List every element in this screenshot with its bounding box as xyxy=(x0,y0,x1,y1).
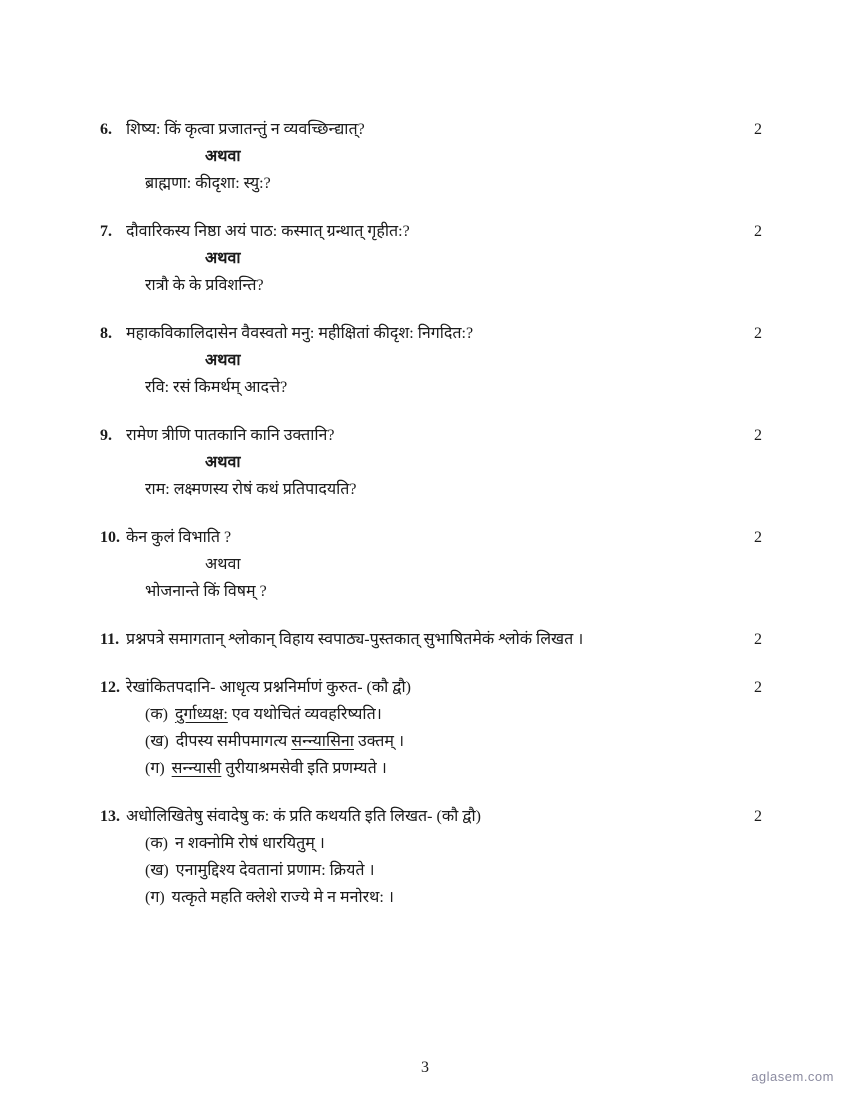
question-marks: 2 xyxy=(754,679,762,696)
sub-item-ga xyxy=(145,755,762,782)
question-text: रेखांकितपदानि- आधृत्य प्रश्ननिर्माणं कुरुत- (कौ द्वौ) xyxy=(126,679,411,696)
question-10 xyxy=(100,524,762,605)
page-number: 3 xyxy=(421,1059,429,1076)
sub-item-text: यत्कृते महति क्लेशे राज्ये मे न मनोरथ: । xyxy=(171,889,394,906)
question-7 xyxy=(100,218,762,299)
sub-item-label: (क) xyxy=(145,706,168,723)
question-number: 12. xyxy=(100,679,120,696)
question-number: 6. xyxy=(100,121,112,138)
question-text: दौवारिकस्य निष्ठा अयं पाठ: कस्मात् ग्रन्थात् गृहीत:? xyxy=(126,223,410,240)
sub-item-ka xyxy=(145,830,762,857)
question-7-main-line xyxy=(100,218,762,245)
underlined-word: सन्न्यासी xyxy=(171,760,222,777)
sub-item-text: एनामुद्दिश्य देवतानां प्रणाम: क्रियते । xyxy=(175,862,375,879)
or-label: अथवा xyxy=(205,352,241,369)
question-8-main-line xyxy=(100,320,762,347)
underlined-word: दुर्गाध्यक्ष: xyxy=(174,706,228,723)
question-13-main-line xyxy=(100,803,762,830)
sub-item-label: (ग) xyxy=(145,889,165,906)
question-marks: 2 xyxy=(754,325,762,342)
question-12-main-line xyxy=(100,674,762,701)
question-number: 13. xyxy=(100,808,120,825)
underlined-word: सन्न्यासिना xyxy=(291,733,354,750)
sub-item-text-pre: दीपस्य समीपमागत्य xyxy=(175,733,292,750)
alt-question-text: रवि: रसं किमर्थम् आदत्ते? xyxy=(145,379,288,396)
question-text: शिष्य: किं कृत्वा प्रजातन्तुं न व्यवच्छिन्द्यात्? xyxy=(126,121,365,138)
sub-item-text-post: तुरीयाश्रमसेवी इति प्रणम्यते । xyxy=(221,760,387,777)
question-marks: 2 xyxy=(754,223,762,240)
sub-item-ka xyxy=(145,701,762,728)
watermark: aglasem.com xyxy=(751,1069,834,1084)
question-marks: 2 xyxy=(754,808,762,825)
sub-item-ga xyxy=(145,884,762,911)
question-marks: 2 xyxy=(754,121,762,138)
or-label: अथवा xyxy=(205,454,241,471)
alt-question-text: भोजनान्ते किं विषम् ? xyxy=(145,583,267,600)
sub-item-text: न शक्नोमि रोषं धारयितुम् । xyxy=(174,835,325,852)
question-11-main-line xyxy=(100,626,762,653)
sub-item-kha xyxy=(145,728,762,755)
sub-item-label: (क) xyxy=(145,835,168,852)
sub-item-kha xyxy=(145,857,762,884)
question-number: 9. xyxy=(100,427,112,444)
question-marks: 2 xyxy=(754,529,762,546)
question-number: 10. xyxy=(100,529,120,546)
question-text: अधोलिखितेषु संवादेषु क: कं प्रति कथयति इति लिखत- (कौ द्वौ) xyxy=(126,808,481,825)
question-12 xyxy=(100,674,762,782)
questions-section xyxy=(100,116,762,932)
question-number: 11. xyxy=(100,631,120,648)
question-text: केन कुलं विभाति ? xyxy=(126,529,232,546)
question-6 xyxy=(100,116,762,197)
question-9 xyxy=(100,422,762,503)
question-10-main-line xyxy=(100,524,762,551)
question-13 xyxy=(100,803,762,911)
question-number: 7. xyxy=(100,223,112,240)
question-text: महाकविकालिदासेन वैवस्वतो मनु: महीक्षितां कीदृश: निगदित:? xyxy=(126,325,474,342)
alt-question-text: ब्राह्मणा: कीदृशा: स्यु:? xyxy=(145,175,271,192)
sub-item-label: (ग) xyxy=(145,760,165,777)
question-marks: 2 xyxy=(754,631,762,648)
sub-item-label: (ख) xyxy=(145,862,169,879)
question-6-main-line xyxy=(100,116,762,143)
question-text: रामेण त्रीणि पातकानि कानि उक्तानि? xyxy=(126,427,335,444)
question-8 xyxy=(100,320,762,401)
question-number: 8. xyxy=(100,325,112,342)
question-11 xyxy=(100,626,762,653)
alt-question-text: राम: लक्ष्मणस्य रोषं कथं प्रतिपादयति? xyxy=(145,481,357,498)
or-label: अथवा xyxy=(205,148,241,165)
or-label: अथवा xyxy=(205,556,241,573)
sub-item-text-post: एव यथोचितं व्यवहरिष्यति। xyxy=(227,706,382,723)
question-text: प्रश्नपत्रे समागतान् श्लोकान् विहाय स्वपाठ्य-पुस्तकात् सुभाषितमेकं श्लोकं लिखत । xyxy=(126,631,584,648)
alt-question-text: रात्रौ के के प्रविशन्ति? xyxy=(145,277,264,294)
sub-item-text-post: उक्तम् । xyxy=(353,733,405,750)
or-label: अथवा xyxy=(205,250,241,267)
sub-item-label: (ख) xyxy=(145,733,169,750)
question-marks: 2 xyxy=(754,427,762,444)
question-9-main-line xyxy=(100,422,762,449)
